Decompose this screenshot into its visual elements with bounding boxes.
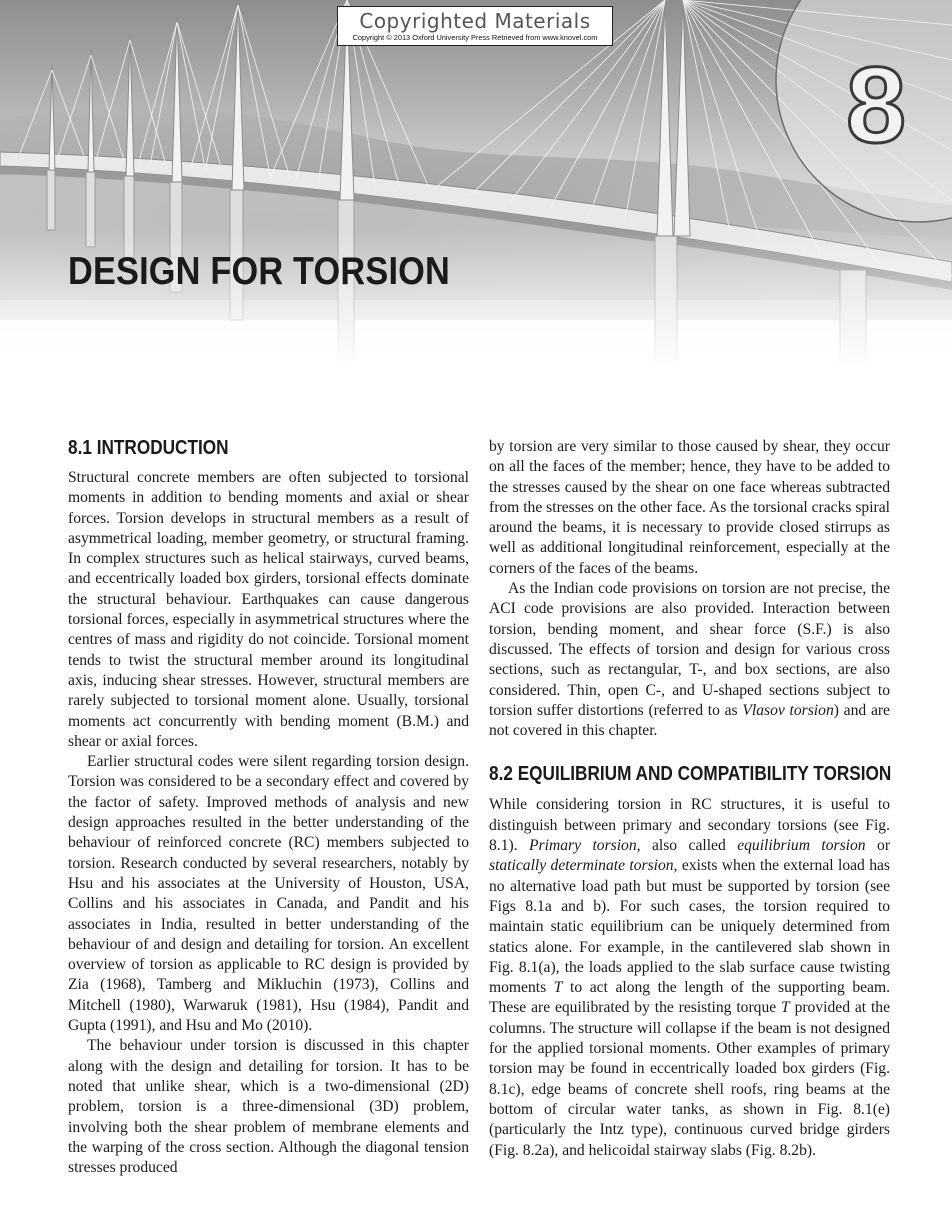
left-column xyxy=(68,435,469,1178)
text-run: As the Indian code provisions on torsion are not precise, the ACI code provisions are also provided. Interaction between torsion, bending moment, and shear force (S.F.) is also discussed. The effects of torsion and design for various cross sections, such as rectangular, T-, and box sections, are also considered. Thin, open C-, and U-shaped sections subject to torsion suffer distortions (referred to as xyxy=(489,580,890,719)
text-run: While considering torsion in RC structures, it is useful to distinguish between primary and secondary torsions (see Fig. 8.1). xyxy=(489,796,890,855)
intro-paragraph-3-continued: by torsion are very similar to those caused by shear, they occur on all the faces of the member; hence, they have to be added to the stresses caused by the shear on one face whereas subtracted from the stresses on the other face. As the torsional cracks spiral around the beams, it is necessary to provide closed stirrups as well as additional longitudinal reinforcement, especially at the corners of the faces of the beams. xyxy=(489,438,890,577)
chapter-title: DESIGN FOR TORSION xyxy=(68,250,451,293)
chapter-number: 8 xyxy=(845,44,907,165)
intro-paragraph-3: The behaviour under torsion is discussed in this chapter along with the design and detailing for torsion. It has to be noted that unlike shear, which is a two-dimensional (2D) problem, torsion is a three-dimensional (3D) problem, involving both the shear problem of membrane elements and the warping of the cross section. Although the diagonal tension stresses produced xyxy=(68,1037,469,1177)
text-run: ) and are not covered in this chapter. xyxy=(489,701,890,740)
emphasis-primary-torsion: Primary torsion, xyxy=(529,837,641,855)
copyright-watermark xyxy=(337,6,613,46)
right-column xyxy=(489,437,890,1161)
text-run: provided at the columns. The structure will collapse if the beam is not designed for the applied torsional moments. Other examples of primary torsion may be found in eccentrically loaded box girders (Fig. 8.1c), edge beams of concrete shell roofs, ring beams at the bottom of circular water tanks, as shown in Fig. 8.1(e) (particularly the Intz type), continuous curved bridge girders (Fig. 8.2a), and helicoidal stairway slabs (Fig. 8.2b). xyxy=(489,999,891,1159)
text-run: or xyxy=(865,837,891,855)
section-heading-equilibrium-compatibility: 8.2 EQUILIBRIUM AND COMPATIBILITY TORSION xyxy=(489,763,892,786)
symbol-T: T xyxy=(553,979,563,997)
chapter-banner-image xyxy=(0,0,952,370)
section-heading-introduction: 8.1 INTRODUCTION xyxy=(68,437,229,459)
torsion-paragraph-1 xyxy=(489,795,890,1160)
intro-paragraph-1: Structural concrete members are often subjected to torsional moments in addition to bending moments and axial or shear forces. Torsion develops in structural members as a result of asymmetrical loading, member geometry, or structural framing. In complex structures such as helical stairways, curved beams, and eccentrically loaded box girders, torsional effects dominate the structural behaviour. Earthquakes can cause dangerous torsional forces, especially in asymmetrical structures where the centres of mass and rigidity do not coincide. Torsional moment tends to twist the structural member around its longitudinal axis, inducing shear stresses. However, structural members are rarely subjected to torsional moment alone. Usually, torsional moments act concurrently with bending moment (B.M.) and shear or axial forces. xyxy=(68,469,469,750)
intro-paragraph-4 xyxy=(489,579,890,741)
text-run: to act along the length of the supporting beam. These are equilibrated by the resisting torque xyxy=(489,979,890,1017)
intro-paragraph-2: Earlier structural codes were silent regarding torsion design. Torsion was considered to be a secondary effect and covered by the factor of safety. Improved methods of analysis and new design approaches resulted in the better understanding of the behaviour of reinforced concrete (RC) members subjected to torsion. Research conducted by several researchers, notably by Hsu and his associates at the University of Houston, USA, Collins and his associates in Canada, and Pandit and his associates in India, resulted in better understanding of the behaviour of and design and detailing for torsion. An excellent overview of torsion as applicable to RC design is provided by Zia (1968), Tamberg and Mikluchin (1973), Collins and Mitchell (1980), Warwaruk (1981), Hsu (1984), Pandit and Gupta (1991), and Hsu and Mo (2010). xyxy=(68,753,469,1035)
watermark-title: Copyrighted Materials xyxy=(359,9,591,33)
emphasis-statically-determinate-torsion: statically determinate torsion, xyxy=(489,857,678,875)
watermark-line: Copyright © 2013 Oxford University Press Retrieved from www.knovel.com xyxy=(352,33,598,42)
text-run: exists when the external load has no alternative load path but must be supported by torsion (see Figs 8.1a and b). For such cases, the torsion required to maintain static equilibrium can be uniquely determined from statics alone. For example, in the cantilevered slab shown in Fig. 8.1(a), the loads applied to the slab surface cause twisting moments xyxy=(489,857,890,997)
emphasis-equilibrium-torsion: equilibrium torsion xyxy=(737,837,866,855)
text-run: also called xyxy=(640,837,738,855)
emphasis-vlasov-torsion: Vlasov torsion xyxy=(742,701,834,719)
symbol-T: T xyxy=(781,999,790,1017)
